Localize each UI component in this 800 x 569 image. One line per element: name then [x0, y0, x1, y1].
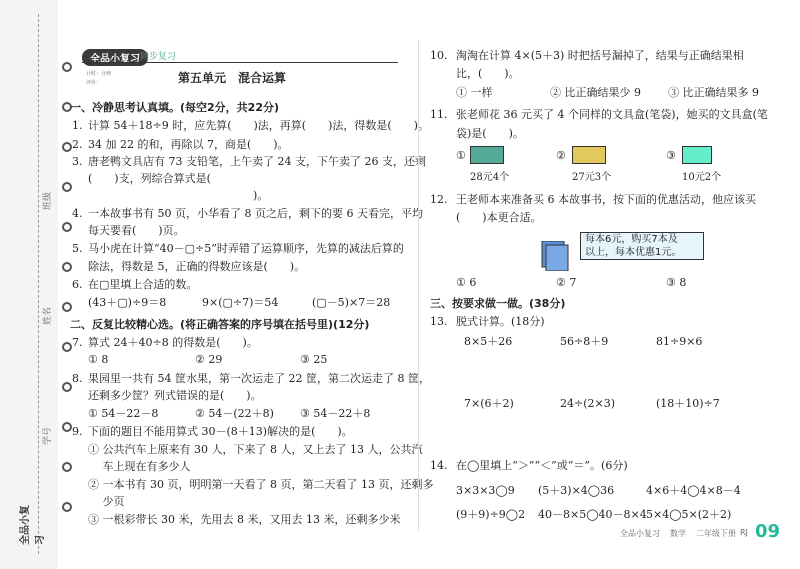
pencil-box-2-image — [572, 146, 606, 164]
q11-no: 11. — [430, 108, 448, 121]
q6-no: 6. — [72, 278, 83, 291]
q5-text: 马小虎在计算“40－▢÷5”时弄错了运算顺序，先算的减法后算的 — [88, 242, 404, 255]
q11-price-3: 10元2个 — [682, 172, 722, 183]
q11-text-1: 张老师花 36 元买了 4 个同样的文具盒(笔袋)，她买的文具盒(笔 — [456, 108, 768, 121]
q7-no: 7. — [72, 336, 83, 349]
q13-expr-4: 7×(6＋2) — [464, 397, 514, 410]
book-stack-image — [538, 241, 572, 271]
footer-grade: 二年级下册 — [696, 529, 736, 538]
q4-no: 4. — [72, 207, 83, 220]
q14-expr-3: 4×6＋4◯4×8－4 — [646, 484, 741, 497]
timer-note: 计时：分钟 — [86, 71, 112, 77]
q10-text-2: 比，( )。 — [456, 67, 520, 80]
q5-text-2: 除法，得数是 5，正确的得数应该是( )。 — [88, 260, 306, 273]
brand-logo: 全品小复习 — [82, 49, 148, 66]
q12-text-1: 王老师本来准备买 6 本故事书，按下面的优惠活动，他应该买 — [456, 193, 756, 206]
q14-expr-5: 40－8×5◯40－8×4 — [538, 508, 647, 521]
q3-text-2: ( )支，列综合算式是( — [88, 172, 409, 185]
q12-no: 12. — [430, 193, 448, 206]
offer-line-2: 以上，每本优惠1元。 — [585, 247, 682, 258]
q11-marker-3: ③ — [666, 149, 676, 162]
q8-no: 8. — [72, 372, 83, 385]
q13-expr-1: 8×5＋26 — [464, 335, 513, 348]
footer-edition: RJ — [740, 528, 748, 537]
q8-text-2: 还剩多少筐？列式错误的是( )。 — [88, 389, 262, 402]
footer-brand: 全品小复习 — [620, 529, 660, 538]
q10-option-3: ③ 比正确结果多 9 — [668, 86, 759, 99]
q9-option-1: ① 公共汽车上原来有 30 人，下来了 8 人，又上去了 13 人，公共汽 — [88, 443, 423, 456]
q7-option-3: ③ 25 — [300, 353, 328, 366]
q11-price-1: 28元4个 — [470, 172, 510, 183]
q14-expr-2: (5＋3)×4◯36 — [538, 484, 615, 497]
q14-expr-6: 5×4◯5×(2＋2) — [646, 508, 732, 521]
q13-expr-5: 24÷(2×3) — [560, 397, 616, 410]
q10-option-1: ① 一样 — [456, 86, 493, 99]
q6-eq-2: 9×(▢÷7)＝54 — [202, 296, 279, 309]
q9-option-2-cont: 少页 — [88, 495, 125, 508]
brand-subtitle: 同步复习 — [140, 52, 177, 62]
q9-option-1-cont: 车上现在有多少人 — [88, 460, 191, 473]
q7-text: 算式 24＋40÷8 的得数是( )。 — [88, 336, 258, 349]
q10-text-1: 淘淘在计算 4×(5＋3) 时把括号漏掉了，结果与正确结果相 — [456, 49, 744, 62]
q7-option-2: ② 29 — [195, 353, 223, 366]
q14-text: 在◯里填上“＞”“＜”或“＝”。(6分) — [456, 459, 628, 472]
binding-cut-line — [38, 14, 40, 554]
rating-note: 评价： — [86, 80, 102, 86]
section2-title: 二、反复比较精心选。(将正确答案的序号填在括号里)(12分) — [70, 318, 370, 331]
pencil-box-3-image — [682, 146, 712, 164]
q13-expr-6: (18＋10)÷7 — [656, 397, 720, 410]
q2-text: 34 加 22 的和，再除以 7，商是( )。 — [88, 138, 289, 151]
binding-strip — [0, 0, 58, 569]
q9-no: 9. — [72, 425, 83, 438]
binding-label-class: 班级 — [43, 191, 53, 210]
q11-text-2: 袋)是( )。 — [456, 127, 524, 140]
q4-text: 一本故事书有 50 页，小华看了 8 页之后，剩下的要 6 天看完，平均 — [88, 207, 423, 220]
page-number: 09 — [755, 521, 781, 542]
q9-option-2: ② 一本书有 30 页，明明第一天看了 8 页，第二天看了 13 页，还剩多 — [88, 478, 434, 491]
q14-expr-1: 3×3×3◯9 — [456, 484, 515, 497]
q2-no: 2. — [72, 138, 83, 151]
q12-option-3: ③ 8 — [666, 276, 687, 289]
q9-text: 下面的题目不能用算式 30－(8＋13)解决的是( )。 — [88, 425, 353, 438]
q8-option-2: ② 54－(22＋8) — [195, 407, 274, 420]
q14-expr-4: (9＋9)÷9◯2 — [456, 508, 526, 521]
q8-option-1: ① 54－22－8 — [88, 407, 159, 420]
pencil-box-1-image — [470, 146, 504, 164]
q11-price-2: 27元3个 — [572, 172, 612, 183]
q13-no: 13. — [430, 315, 448, 328]
q11-marker-1: ① — [456, 149, 466, 162]
q11-marker-2: ② — [556, 149, 566, 162]
q6-eq-3: (▢－5)×7＝28 — [312, 296, 391, 309]
footer-subject: 数学 — [670, 529, 686, 538]
q13-text: 脱式计算。(18分) — [456, 315, 545, 328]
offer-line-1: 每本6元，购买7本及 — [585, 234, 678, 245]
q3-text-3: )。 — [88, 189, 269, 202]
discount-offer-sign — [580, 232, 704, 260]
binding-logo: 全品小复习 — [20, 505, 46, 545]
q8-text-1: 果园里一共有 54 筐水果，第一次运走了 22 筐，第二次运走了 8 筐， — [88, 372, 430, 385]
q1-no: 1. — [72, 119, 83, 132]
q12-text-2: ( )本更合适。 — [456, 211, 542, 224]
q4-text-2: 每天要看( )页。 — [88, 224, 185, 237]
q13-expr-2: 56÷8＋9 — [560, 335, 609, 348]
binding-label-number: 学号 — [43, 426, 53, 445]
binding-label-name: 姓名 — [43, 306, 53, 325]
q12-option-2: ② 7 — [556, 276, 577, 289]
q6-eq-1: (43＋▢)÷9＝8 — [88, 296, 167, 309]
section3-title: 三、按要求做一做。(38分) — [430, 297, 566, 310]
section1-title: 一、冷静思考认真填。(每空2分，共22分) — [70, 101, 280, 114]
unit-title: 第五单元 混合运算 — [178, 71, 287, 85]
q10-option-2: ② 比正确结果少 9 — [550, 86, 641, 99]
q14-no: 14. — [430, 459, 448, 472]
q8-option-3: ③ 54－22＋8 — [300, 407, 371, 420]
q12-option-1: ① 6 — [456, 276, 477, 289]
q6-text: 在▢里填上合适的数。 — [88, 278, 198, 291]
column-divider — [418, 40, 419, 530]
q3-text: 唐老鸭文具店有 73 支铅笔，上午卖了 24 支，下午卖了 26 支，还剩 — [88, 155, 426, 168]
q13-expr-3: 81÷9×6 — [656, 335, 703, 348]
q10-no: 10. — [430, 49, 448, 62]
q7-option-1: ① 8 — [88, 353, 109, 366]
q1-text: 计算 54＋18÷9 时，应先算( )法，再算( )法，得数是( )。 — [88, 119, 429, 132]
q9-option-3: ③ 一根彩带长 30 米，先用去 8 米，又用去 13 米，还剩多少米 — [88, 513, 401, 526]
q5-no: 5. — [72, 242, 83, 255]
q3-no: 3. — [72, 155, 83, 168]
header-rule — [82, 62, 398, 63]
